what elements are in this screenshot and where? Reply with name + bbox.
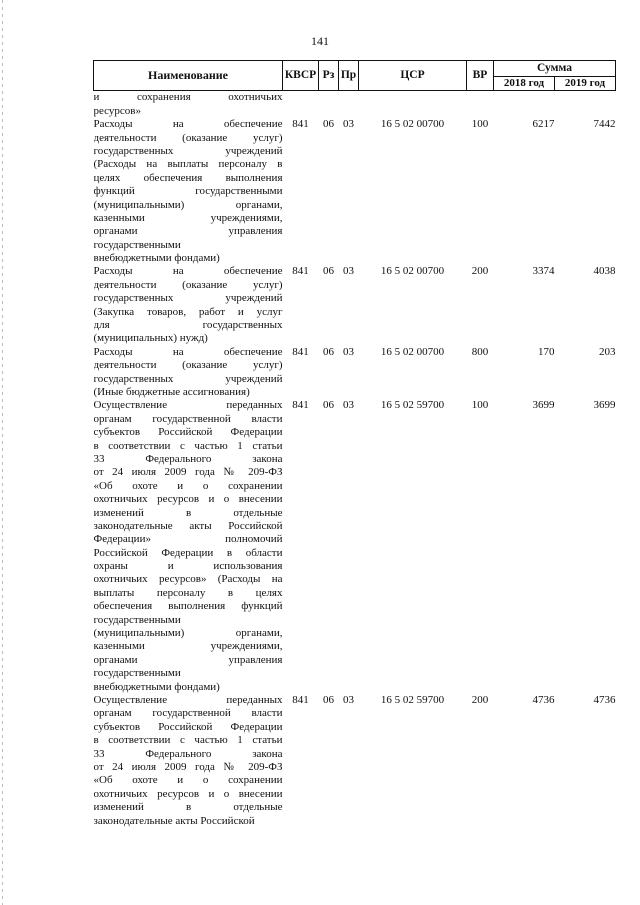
row-name <box>94 399 283 694</box>
table-row <box>94 399 616 694</box>
row-amount-2019: 7442 <box>593 118 616 131</box>
row-name-line: и сохранения охотничьих <box>93 91 283 104</box>
row-name-line: целях обеспечения выполнения <box>93 171 283 184</box>
row-kvsr: 841 <box>292 118 309 131</box>
row-amount-2018: 3374 <box>532 265 555 278</box>
scan-edge <box>2 0 3 905</box>
row-name-line: (Закупка товаров, работ и услуг <box>93 305 283 318</box>
row-name-line: деятельности (оказание услуг) <box>93 278 283 291</box>
row-name-line: внебюджетными фондами) <box>93 680 220 693</box>
row-name-line: (муниципальными) органами, <box>93 198 283 211</box>
row-name <box>94 91 283 118</box>
row-name-line: изменений в отдельные <box>93 801 283 814</box>
row-kvsr: 841 <box>292 693 309 706</box>
row-name <box>94 694 283 828</box>
row-rz: 06 <box>323 265 334 278</box>
row-name-line: государственными <box>93 238 181 251</box>
row-name-line: законодательные акты Российской <box>93 519 283 532</box>
row-pr: 03 <box>343 399 354 412</box>
row-amount-2018: 4736 <box>532 693 555 706</box>
row-pr <box>339 91 359 118</box>
row-pr: 03 <box>343 693 354 706</box>
row-name-line: государственными <box>93 613 181 626</box>
row-vr: 100 <box>471 118 489 131</box>
row-name-line: от 24 июля 2009 года № 209-ФЗ <box>93 760 283 773</box>
row-csr: 16 5 02 00700 <box>380 118 445 131</box>
row-rz: 06 <box>323 399 334 412</box>
row-amount-2018: 3699 <box>532 399 555 412</box>
header-csr: ЦСР <box>359 61 467 91</box>
row-name-line: «Об охоте и о сохранении <box>93 774 283 787</box>
row-name-line: Федерации» полномочий <box>93 533 283 546</box>
row-name-line: Российской Федерации в области <box>93 546 283 559</box>
row-amount-2018: 170 <box>538 345 555 358</box>
row-name-line: (муниципальными) органами, <box>93 627 283 640</box>
row-name-line: (Расходы на выплаты персоналу в <box>93 158 283 171</box>
row-name-line: от 24 июля 2009 года № 209-ФЗ <box>93 466 283 479</box>
row-name-line: Расходы на обеспечение <box>93 118 283 131</box>
row-name-line: (муниципальных) нужд) <box>93 332 208 345</box>
table-row <box>94 346 616 400</box>
row-name-line: изменений в отдельные <box>93 506 283 519</box>
row-name-line: государственных учреждений <box>93 292 283 305</box>
row-vr: 100 <box>471 399 489 412</box>
row-name-line: 33 Федерального закона <box>93 747 283 760</box>
row-rz <box>319 91 339 118</box>
row-pr: 03 <box>343 265 354 278</box>
row-vr: 800 <box>471 345 489 358</box>
row-name-line: внебюджетными фондами) <box>93 252 220 265</box>
row-name-line: органам государственной власти <box>93 412 283 425</box>
row-name-line: обеспечения выполнения функций <box>93 600 283 613</box>
row-csr: 16 5 02 00700 <box>380 345 445 358</box>
row-name-line: деятельности (оказание услуг) <box>93 359 283 372</box>
table-row <box>94 265 616 345</box>
table-body <box>94 91 616 828</box>
row-csr: 16 5 02 00700 <box>380 265 445 278</box>
row-name-line: казенными учреждениями, <box>93 640 283 653</box>
row-amount-2019: 3699 <box>593 399 616 412</box>
header-sum: Сумма <box>494 61 616 77</box>
row-vr: 200 <box>471 693 489 706</box>
budget-table <box>93 60 616 828</box>
row-name-line: охотничьих ресурсов и о внесении <box>93 787 283 800</box>
header-pr: Пр <box>339 61 359 91</box>
header-kvsr: КВСР <box>283 61 319 91</box>
row-name-line: 33 Федерального закона <box>93 452 283 465</box>
header-vr: ВР <box>467 61 494 91</box>
row-kvsr: 841 <box>292 265 309 278</box>
header-year-2019: 2019 год <box>555 77 616 91</box>
row-name-line: казенными учреждениями, <box>93 211 283 224</box>
row-kvsr: 841 <box>292 399 309 412</box>
row-amount-2019 <box>555 91 616 118</box>
row-name-line: субъектов Российской Федерации <box>93 720 283 733</box>
row-name <box>94 118 283 265</box>
row-csr: 16 5 02 59700 <box>380 399 445 412</box>
header-year-2018: 2018 год <box>494 77 555 91</box>
row-name-line: законодательные акты Российской <box>93 814 255 827</box>
table-row <box>94 694 616 828</box>
row-name-line: «Об охоте и о сохранении <box>93 479 283 492</box>
header-rz: Рз <box>319 61 339 91</box>
row-amount-2019: 203 <box>599 345 616 358</box>
row-name-line: Осуществление переданных <box>93 399 283 412</box>
row-name-line: Расходы на обеспечение <box>93 265 283 278</box>
row-name-line: в соответствии с частью 1 статьи <box>93 734 283 747</box>
row-name-line: (Иные бюджетные ассигнования) <box>93 386 250 398</box>
row-name-line: охотничьих ресурсов и о внесении <box>93 493 283 506</box>
row-vr <box>467 91 494 118</box>
row-name-line: органам государственной власти <box>93 707 283 720</box>
row-name-line: выплаты персоналу в целях <box>93 586 283 599</box>
row-vr: 200 <box>471 265 489 278</box>
row-name <box>94 265 283 345</box>
row-csr: 16 5 02 59700 <box>380 693 445 706</box>
row-name-line: Расходы на обеспечение <box>93 345 283 358</box>
row-pr: 03 <box>343 118 354 131</box>
page-number: 141 <box>311 34 329 48</box>
row-name-line: охотничьих ресурсов» (Расходы на <box>93 573 283 586</box>
row-name-line: для государственных <box>93 319 283 332</box>
row-rz: 06 <box>323 118 334 131</box>
row-kvsr <box>283 91 319 118</box>
row-name-line: деятельности (оказание услуг) <box>93 131 283 144</box>
row-rz: 06 <box>323 693 334 706</box>
row-name-line: органами управления <box>93 653 283 666</box>
row-name-line: в соответствии с частью 1 статьи <box>93 439 283 452</box>
row-csr <box>359 91 467 118</box>
row-kvsr: 841 <box>292 345 309 358</box>
row-name-line: органами управления <box>93 225 283 238</box>
row-rz: 06 <box>323 345 334 358</box>
row-amount-2019: 4736 <box>593 693 616 706</box>
table-row <box>94 91 616 118</box>
row-name-line: государственными <box>93 667 181 680</box>
row-amount-2018: 6217 <box>532 118 555 131</box>
row-name-line: государственных учреждений <box>93 144 283 157</box>
row-name-line: Осуществление переданных <box>93 693 283 706</box>
header-name: Наименование <box>94 61 283 91</box>
row-name-line: государственных учреждений <box>93 372 283 385</box>
row-name-line: ресурсов» <box>93 104 141 117</box>
row-pr: 03 <box>343 345 354 358</box>
row-name-line: охраны и использования <box>93 560 283 573</box>
row-name-line: функций государственными <box>93 185 283 198</box>
row-name-line: субъектов Российской Федерации <box>93 426 283 439</box>
row-name <box>94 346 283 400</box>
row-amount-2018 <box>494 91 555 118</box>
table-row <box>94 118 616 265</box>
row-amount-2019: 4038 <box>593 265 616 278</box>
